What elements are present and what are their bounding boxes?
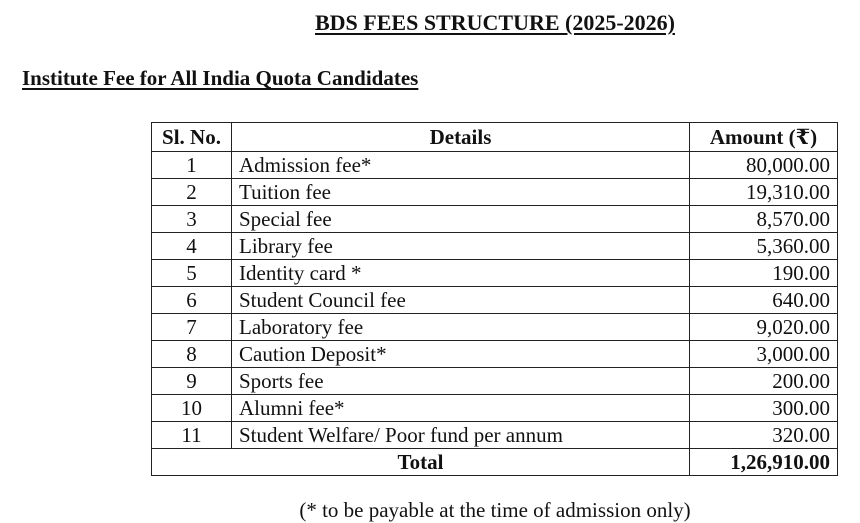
table-header-row bbox=[152, 123, 838, 152]
table-row bbox=[152, 395, 838, 422]
row-sl-no: 11 bbox=[152, 422, 232, 449]
table-row bbox=[152, 233, 838, 260]
row-amount: 320.00 bbox=[690, 422, 838, 449]
row-sl-no: 3 bbox=[152, 206, 232, 233]
header-details: Details bbox=[232, 123, 690, 152]
total-label: Total bbox=[152, 449, 690, 476]
table-row bbox=[152, 260, 838, 287]
row-sl-no: 2 bbox=[152, 179, 232, 206]
row-detail: Special fee bbox=[232, 206, 690, 233]
row-sl-no: 1 bbox=[152, 152, 232, 179]
row-amount: 9,020.00 bbox=[690, 314, 838, 341]
row-amount: 3,000.00 bbox=[690, 341, 838, 368]
document-title: BDS FEES STRUCTURE (2025-2026) bbox=[315, 10, 675, 35]
table-row bbox=[152, 314, 838, 341]
table-row bbox=[152, 152, 838, 179]
row-detail: Admission fee* bbox=[232, 152, 690, 179]
row-sl-no: 5 bbox=[152, 260, 232, 287]
table-row bbox=[152, 368, 838, 395]
table-row bbox=[152, 206, 838, 233]
row-amount: 8,570.00 bbox=[690, 206, 838, 233]
row-amount: 190.00 bbox=[690, 260, 838, 287]
row-amount: 640.00 bbox=[690, 287, 838, 314]
row-detail: Library fee bbox=[232, 233, 690, 260]
row-sl-no: 4 bbox=[152, 233, 232, 260]
row-amount: 200.00 bbox=[690, 368, 838, 395]
row-detail: Student Welfare/ Poor fund per annum bbox=[232, 422, 690, 449]
row-sl-no: 10 bbox=[152, 395, 232, 422]
table-row bbox=[152, 341, 838, 368]
row-amount: 300.00 bbox=[690, 395, 838, 422]
row-amount: 19,310.00 bbox=[690, 179, 838, 206]
row-detail: Sports fee bbox=[232, 368, 690, 395]
row-amount: 80,000.00 bbox=[690, 152, 838, 179]
header-sl-no: Sl. No. bbox=[152, 123, 232, 152]
row-detail: Laboratory fee bbox=[232, 314, 690, 341]
row-detail: Alumni fee* bbox=[232, 395, 690, 422]
fees-table bbox=[151, 122, 838, 476]
table-row bbox=[152, 422, 838, 449]
row-sl-no: 6 bbox=[152, 287, 232, 314]
row-detail: Student Council fee bbox=[232, 287, 690, 314]
row-sl-no: 7 bbox=[152, 314, 232, 341]
row-sl-no: 9 bbox=[152, 368, 232, 395]
row-sl-no: 8 bbox=[152, 341, 232, 368]
row-detail: Tuition fee bbox=[232, 179, 690, 206]
row-detail: Caution Deposit* bbox=[232, 341, 690, 368]
footnote: (* to be payable at the time of admission only) bbox=[299, 498, 691, 522]
total-amount: 1,26,910.00 bbox=[690, 449, 838, 476]
total-row bbox=[152, 449, 838, 476]
section-title: Institute Fee for All India Quota Candidates bbox=[22, 66, 419, 90]
table-row bbox=[152, 287, 838, 314]
table-row bbox=[152, 179, 838, 206]
header-amount: Amount (₹) bbox=[690, 123, 838, 152]
row-detail: Identity card * bbox=[232, 260, 690, 287]
row-amount: 5,360.00 bbox=[690, 233, 838, 260]
